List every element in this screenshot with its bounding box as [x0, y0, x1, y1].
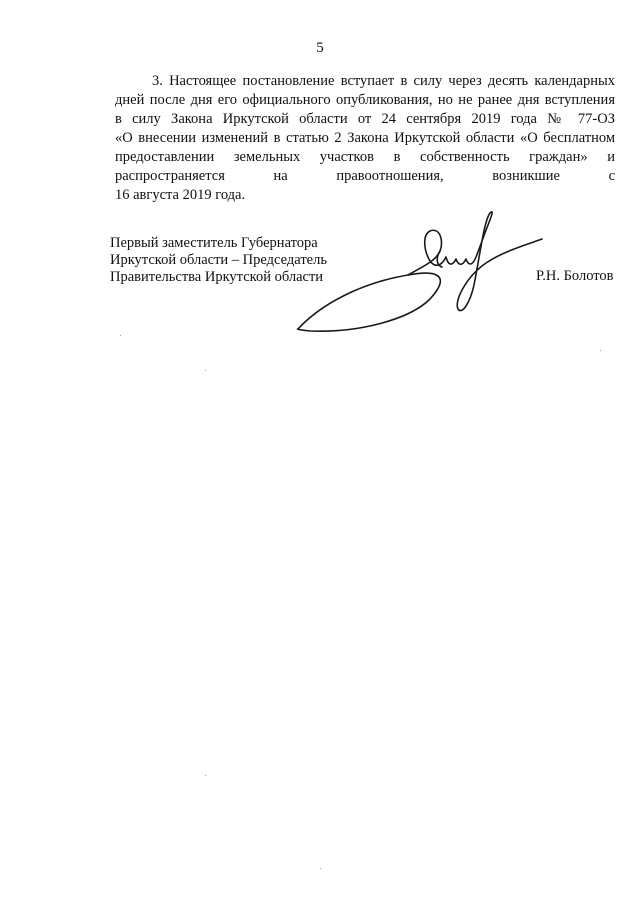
signatory-position-line: Правительства Иркутской области	[110, 269, 324, 285]
scan-speck	[205, 370, 206, 371]
scan-speck	[205, 775, 206, 776]
signatory-name: Р.Н. Болотов	[536, 268, 614, 284]
paragraph-line: «О внесении изменений в статью 2 Закона Иркутской области «О бесплатном	[115, 130, 615, 146]
page-number: 5	[316, 40, 324, 56]
paragraph-line: 3. Настоящее постановление вступает в силу через десять календарных	[152, 73, 615, 89]
scan-speck	[120, 335, 121, 336]
paragraph-line: дней после дня его официального опубликования, но не ранее дня вступления	[115, 92, 615, 108]
paragraph-line: в силу Закона Иркутской области от 24 сентября 2019 года № 77-ОЗ	[115, 111, 615, 127]
scan-speck	[600, 350, 601, 351]
signatory-position-line: Первый заместитель Губернатора	[110, 235, 318, 251]
signatory-position-line: Иркутской области – Председатель	[110, 252, 327, 268]
resolution-paragraph	[115, 72, 615, 205]
paragraph-line: распространяется на правоотношения, возникшие с	[115, 168, 615, 184]
paragraph-line: 16 августа 2019 года.	[115, 187, 246, 203]
paragraph-line: предоставлении земельных участков в собственность граждан» и	[115, 149, 615, 165]
handwritten-signature	[290, 205, 550, 345]
scan-speck	[320, 868, 321, 869]
